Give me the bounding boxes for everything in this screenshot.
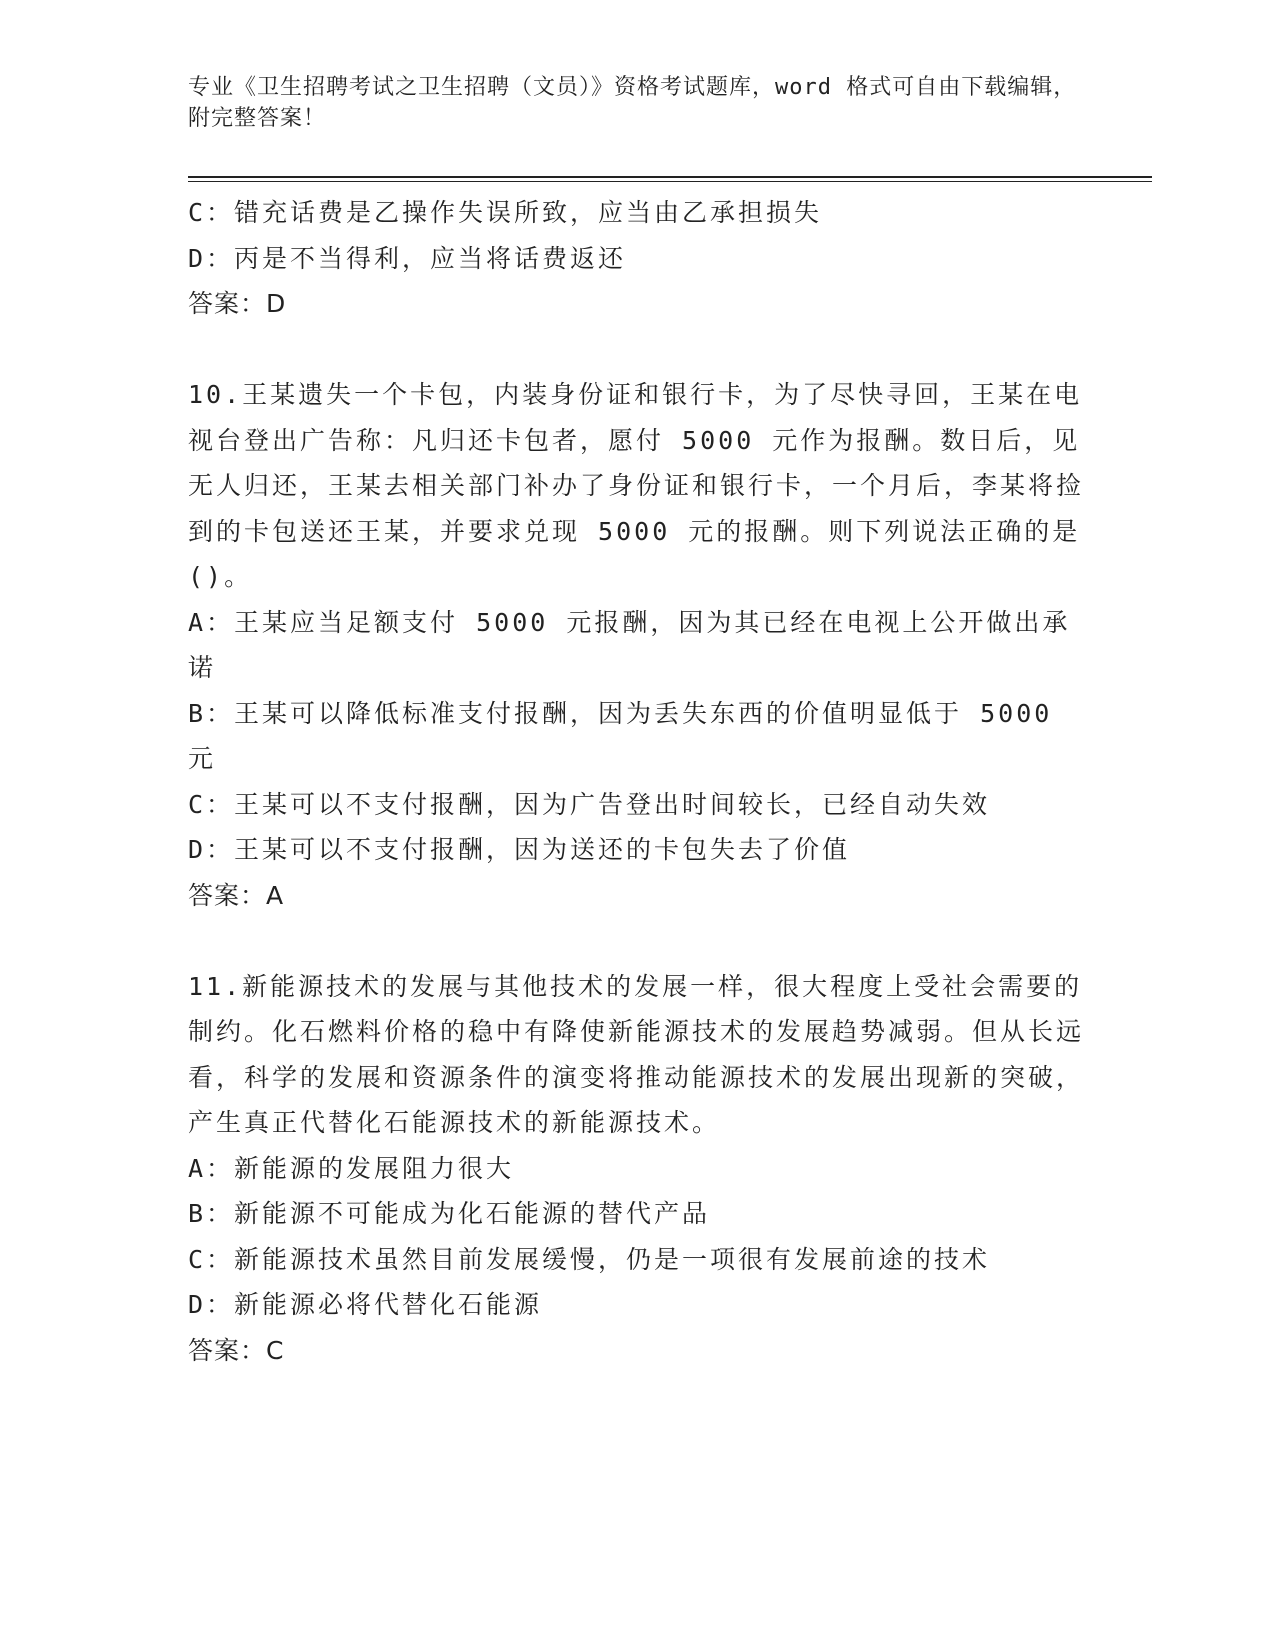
header-divider-thick <box>188 176 1152 178</box>
question-10-option-c: C：王某可以不支付报酬，因为广告登出时间较长，已经自动失效 <box>188 789 991 819</box>
question-11-option-c: C：新能源技术虽然目前发展缓慢，仍是一项很有发展前途的技术 <box>188 1244 991 1274</box>
question-11-option-a: A：新能源的发展阻力很大 <box>188 1153 515 1183</box>
question-10-option-a: A：王某应当足额支付 5000 元报酬，因为其已经在电视上公开做出承诺 <box>188 607 1071 682</box>
header-divider-thin <box>188 181 1152 182</box>
question-10-stem: 10.王某遗失一个卡包，内装身份证和银行卡，为了尽快寻回，王某在电视台登出广告称：凡归还卡包者，愿付 5000 元作为报酬。数日后，见无人归还，王某去相关部门补办了身份证和银行卡，一个月后，李某将捡到的卡包送还王某，并要求兑现 5000 元的报酬。则下列说法正确的是()。 <box>188 380 1085 591</box>
question-10-option-b: B：王某可以降低标准支付报酬，因为丢失东西的价值明显低于 5000 元 <box>188 698 1053 773</box>
document-header: 专业《卫生招聘考试之卫生招聘（文员）》资格考试题库，word 格式可自由下载编辑，附完整答案！ <box>188 75 1077 131</box>
question-content <box>188 190 1088 1373</box>
question-11-stem: 11.新能源技术的发展与其他技术的发展一样，很大程度上受社会需要的制约。化石燃料价格的稳中有降使新能源技术的发展趋势减弱。但从长远看，科学的发展和资源条件的演变将推动能源技术的发展出现新的突破，产生真正代替化石能源技术的新能源技术。 <box>188 971 1085 1137</box>
prev-answer: 答案：D <box>188 289 287 318</box>
question-10-option-d: D：王某可以不支付报酬，因为送还的卡包失去了价值 <box>188 835 851 864</box>
question-10-answer: 答案：A <box>188 880 285 910</box>
prev-option-c: C：错充话费是乙操作失误所致，应当由乙承担损失 <box>188 198 823 227</box>
spacer <box>188 327 1088 373</box>
spacer <box>188 918 1088 964</box>
question-11-option-b: B：新能源不可能成为化石能源的替代产品 <box>188 1199 711 1228</box>
question-11-answer: 答案：C <box>188 1335 285 1365</box>
prev-option-d: D：丙是不当得利，应当将话费返还 <box>188 243 627 273</box>
question-11-option-d: D：新能源必将代替化石能源 <box>188 1290 543 1319</box>
